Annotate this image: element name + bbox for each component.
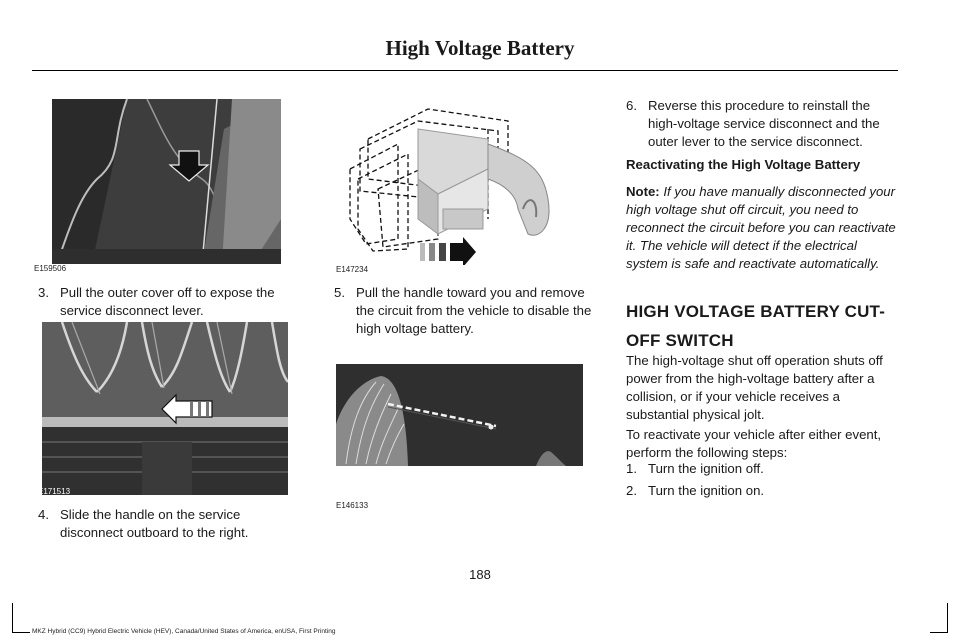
cutoff-paragraph-2: To reactivate your vehicle after either event, perform the following steps: xyxy=(626,427,882,460)
crop-mark xyxy=(12,603,13,633)
note-text: If you have manually disconnected your high voltage shut off circuit, you need to reconnect the circuit before you can reactivate it. The vehicle will detect if the electrical system is safe and reactivate automatically. xyxy=(626,184,896,271)
figure-code: E159506 xyxy=(34,264,67,273)
step-3 xyxy=(38,284,290,320)
page-number: 188 xyxy=(469,567,491,582)
step-1 xyxy=(626,460,896,478)
step-number: 4. xyxy=(38,507,49,522)
note-paragraph xyxy=(626,183,898,273)
step-6 xyxy=(626,97,896,151)
reactivate-heading: Reactivating the High Voltage Battery xyxy=(626,157,861,172)
crop-mark xyxy=(947,603,948,633)
section-heading xyxy=(626,297,898,355)
step-number: 5. xyxy=(334,285,345,300)
figure-e147234 xyxy=(338,99,570,265)
step-2 xyxy=(626,482,896,500)
step-text: Reverse this procedure to reinstall the high-voltage service disconnect and the outer lever to the service disconnect. xyxy=(648,98,880,149)
step-text: Turn the ignition on. xyxy=(648,483,765,498)
step-text: Slide the handle on the service disconnect outboard to the right. xyxy=(60,507,249,540)
direction-arrow-icon xyxy=(420,237,476,265)
figure-e146133 xyxy=(336,364,583,466)
step-number: 6. xyxy=(626,98,637,113)
step-number: 3. xyxy=(38,285,49,300)
figure-e159506 xyxy=(52,99,281,264)
crop-mark xyxy=(930,632,948,633)
step-text: Turn the ignition off. xyxy=(648,461,764,476)
note-label: Note: xyxy=(626,184,660,199)
cutoff-paragraph-1: The high-voltage shut off operation shuts off power from the high-voltage battery after a collision, or if your vehicle receives a substantial physical jolt. xyxy=(626,353,883,422)
figure-code: E147234 xyxy=(336,265,369,274)
step-number: 2. xyxy=(626,483,637,498)
step-4 xyxy=(38,506,290,542)
step-number: 1. xyxy=(626,461,637,476)
step-5 xyxy=(334,284,604,338)
footer-text: MKZ Hybrid (CC9) Hybrid Electric Vehicle (HEV), Canada/United States of America, enUSA, First Printing xyxy=(32,628,336,635)
crop-mark xyxy=(12,632,30,633)
heading-line-1: HIGH VOLTAGE BATTERY CUT- xyxy=(626,302,886,321)
figure-e171513 xyxy=(42,322,288,495)
step-text: Pull the outer cover off to expose the service disconnect lever. xyxy=(60,285,275,318)
step-text: Pull the handle toward you and remove the circuit from the vehicle to disable the high voltage battery. xyxy=(356,285,592,336)
figure-code: E171513 xyxy=(38,487,71,496)
title-rule xyxy=(32,70,898,71)
figure-code: E146133 xyxy=(336,501,369,510)
page-title: High Voltage Battery xyxy=(385,36,575,60)
heading-line-2: OFF SWITCH xyxy=(626,331,734,350)
